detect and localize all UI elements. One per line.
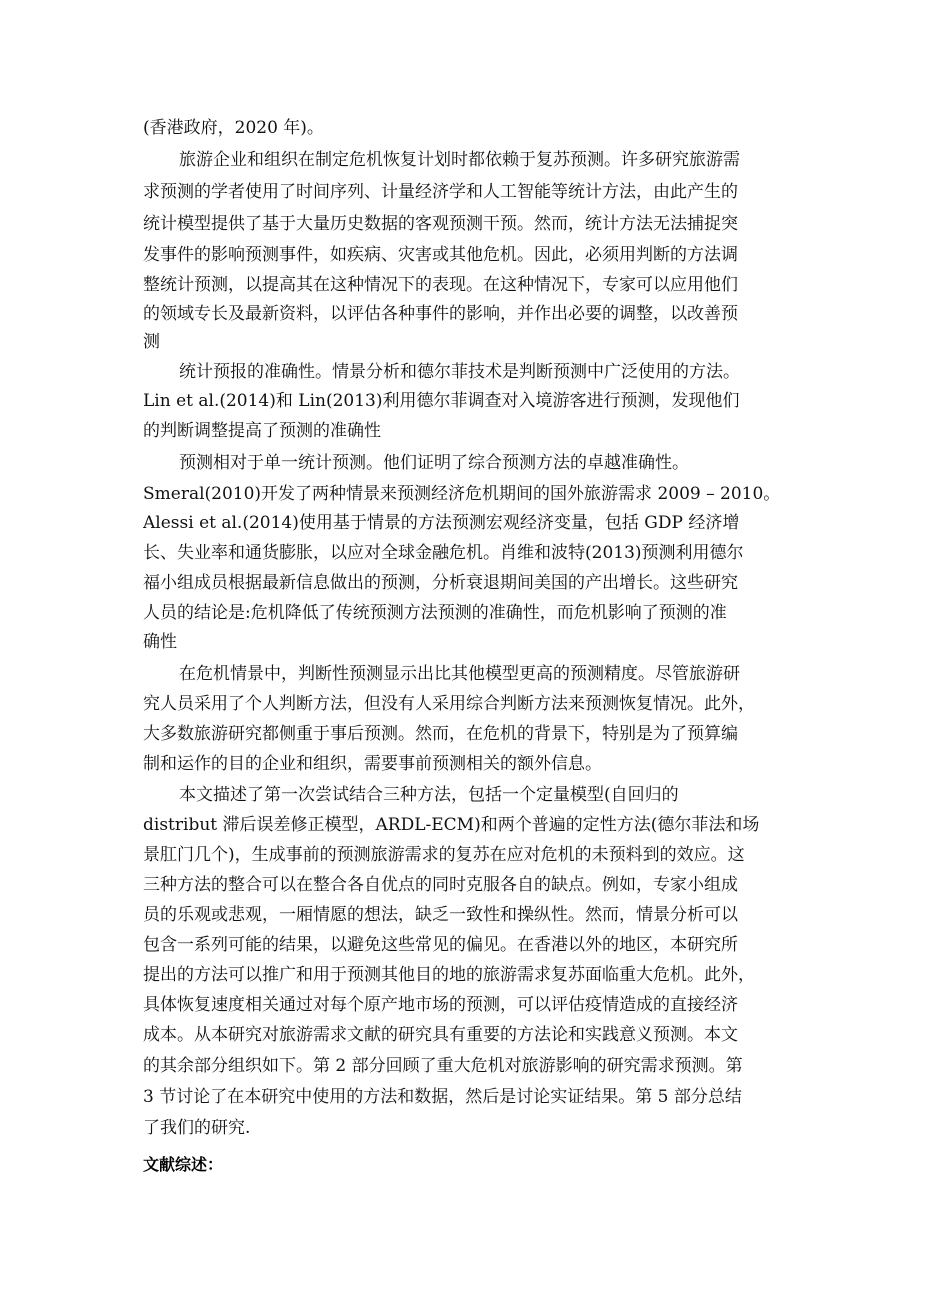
text-line: Smeral(2010)开发了两种情景来预测经济危机期间的国外旅游需求 2009 – 2010。 — [143, 484, 781, 504]
paragraph-first-line: 旅游企业和组织在制定危机恢复计划时都依赖于复苏预测。许多研究旅游需 — [179, 150, 740, 170]
text-line: 发事件的影响预测事件，如疾病、灾害或其他危机。因此，必须用判断的方法调 — [143, 245, 738, 265]
text-line: 整统计预测，以提高其在这种情况下的表现。在这种情况下，专家可以应用他们 — [143, 275, 738, 295]
text-line: 求预测的学者使用了时间序列、计量经济学和人工智能等统计方法，由此产生的 — [143, 182, 738, 202]
text-line: 三种方法的整合可以在整合各自优点的同时克服各自的缺点。例如，专家小组成 — [143, 875, 738, 895]
text-line: 福小组成员根据最新信息做出的预测，分析衰退期间美国的产出增长。这些研究 — [143, 573, 738, 593]
text-line: distribut 滞后误差修正模型，ARDL-ECM)和两个普遍的定性方法(德尔菲法和场 — [143, 815, 760, 835]
paragraph-first-line: 统计预报的准确性。情景分析和德尔菲技术是判断预测中广泛使用的方法。 — [179, 362, 740, 382]
text-line: 的判断调整提高了预测的准确性 — [143, 421, 381, 441]
text-line: 确性 — [143, 632, 177, 652]
text-line: Lin et al.(2014)和 Lin(2013)利用德尔菲调查对入境游客进行预测，发现他们 — [143, 391, 740, 411]
text-line: 统计模型提供了基于大量历史数据的客观预测干预。然而，统计方法无法捕捉突 — [143, 214, 738, 234]
text-line: 究人员采用了个人判断方法，但没有人采用综合判断方法来预测恢复情况。此外， — [143, 694, 755, 714]
text-line: 人员的结论是:危机降低了传统预测方法预测的准确性，而危机影响了预测的准 — [143, 603, 727, 623]
text-line: 提出的方法可以推广和用于预测其他目的地的旅游需求复苏面临重大危机。此外， — [143, 965, 755, 985]
text-line: (香港政府，2020 年)。 — [143, 118, 324, 138]
text-line: 长、失业率和通货膨胀，以应对全球金融危机。肖维和波特(2013)预测利用德尔 — [143, 543, 744, 563]
text-line: 成本。从本研究对旅游需求文献的研究具有重要的方法论和实践意义预测。本文 — [143, 1025, 738, 1045]
text-line: 员的乐观或悲观，一厢情愿的想法，缺乏一致性和操纵性。然而，情景分析可以 — [143, 905, 738, 925]
paragraph-first-line: 在危机情景中，判断性预测显示出比其他模型更高的预测精度。尽管旅游研 — [179, 664, 740, 684]
text-line: 大多数旅游研究都侧重于事后预测。然而，在危机的背景下，特别是为了预算编 — [143, 724, 738, 744]
text-line: 景肛门几个)，生成事前的预测旅游需求的复苏在应对危机的未预料到的效应。这 — [143, 845, 745, 865]
paragraph-first-line: 预测相对于单一统计预测。他们证明了综合预测方法的卓越准确性。 — [179, 453, 689, 473]
text-line: 制和运作的目的企业和组织，需要事前预测相关的额外信息。 — [143, 754, 602, 774]
text-line: 3 节讨论了在本研究中使用的方法和数据，然后是讨论实证结果。第 5 部分总结 — [143, 1087, 742, 1107]
text-line: 测 — [143, 332, 160, 352]
text-line: 了我们的研究. — [143, 1118, 251, 1138]
section-heading: 文献综述： — [143, 1155, 224, 1174]
text-line: 具体恢复速度相关通过对每个原产地市场的预测，可以评估疫情造成的直接经济 — [143, 995, 738, 1015]
text-line: 的领域专长及最新资料，以评估各种事件的影响，并作出必要的调整，以改善预 — [143, 304, 738, 324]
paragraph-first-line: 本文描述了第一次尝试结合三种方法，包括一个定量模型(自回归的 — [179, 785, 679, 805]
text-line: 的其余部分组织如下。第 2 部分回顾了重大危机对旅游影响的研究需求预测。第 — [143, 1056, 743, 1076]
text-line: 包含一系列可能的结果，以避免这些常见的偏见。在香港以外的地区，本研究所 — [143, 935, 738, 955]
text-line: Alessi et al.(2014)使用基于情景的方法预测宏观经济变量，包括 GDP 经济增 — [143, 513, 740, 533]
